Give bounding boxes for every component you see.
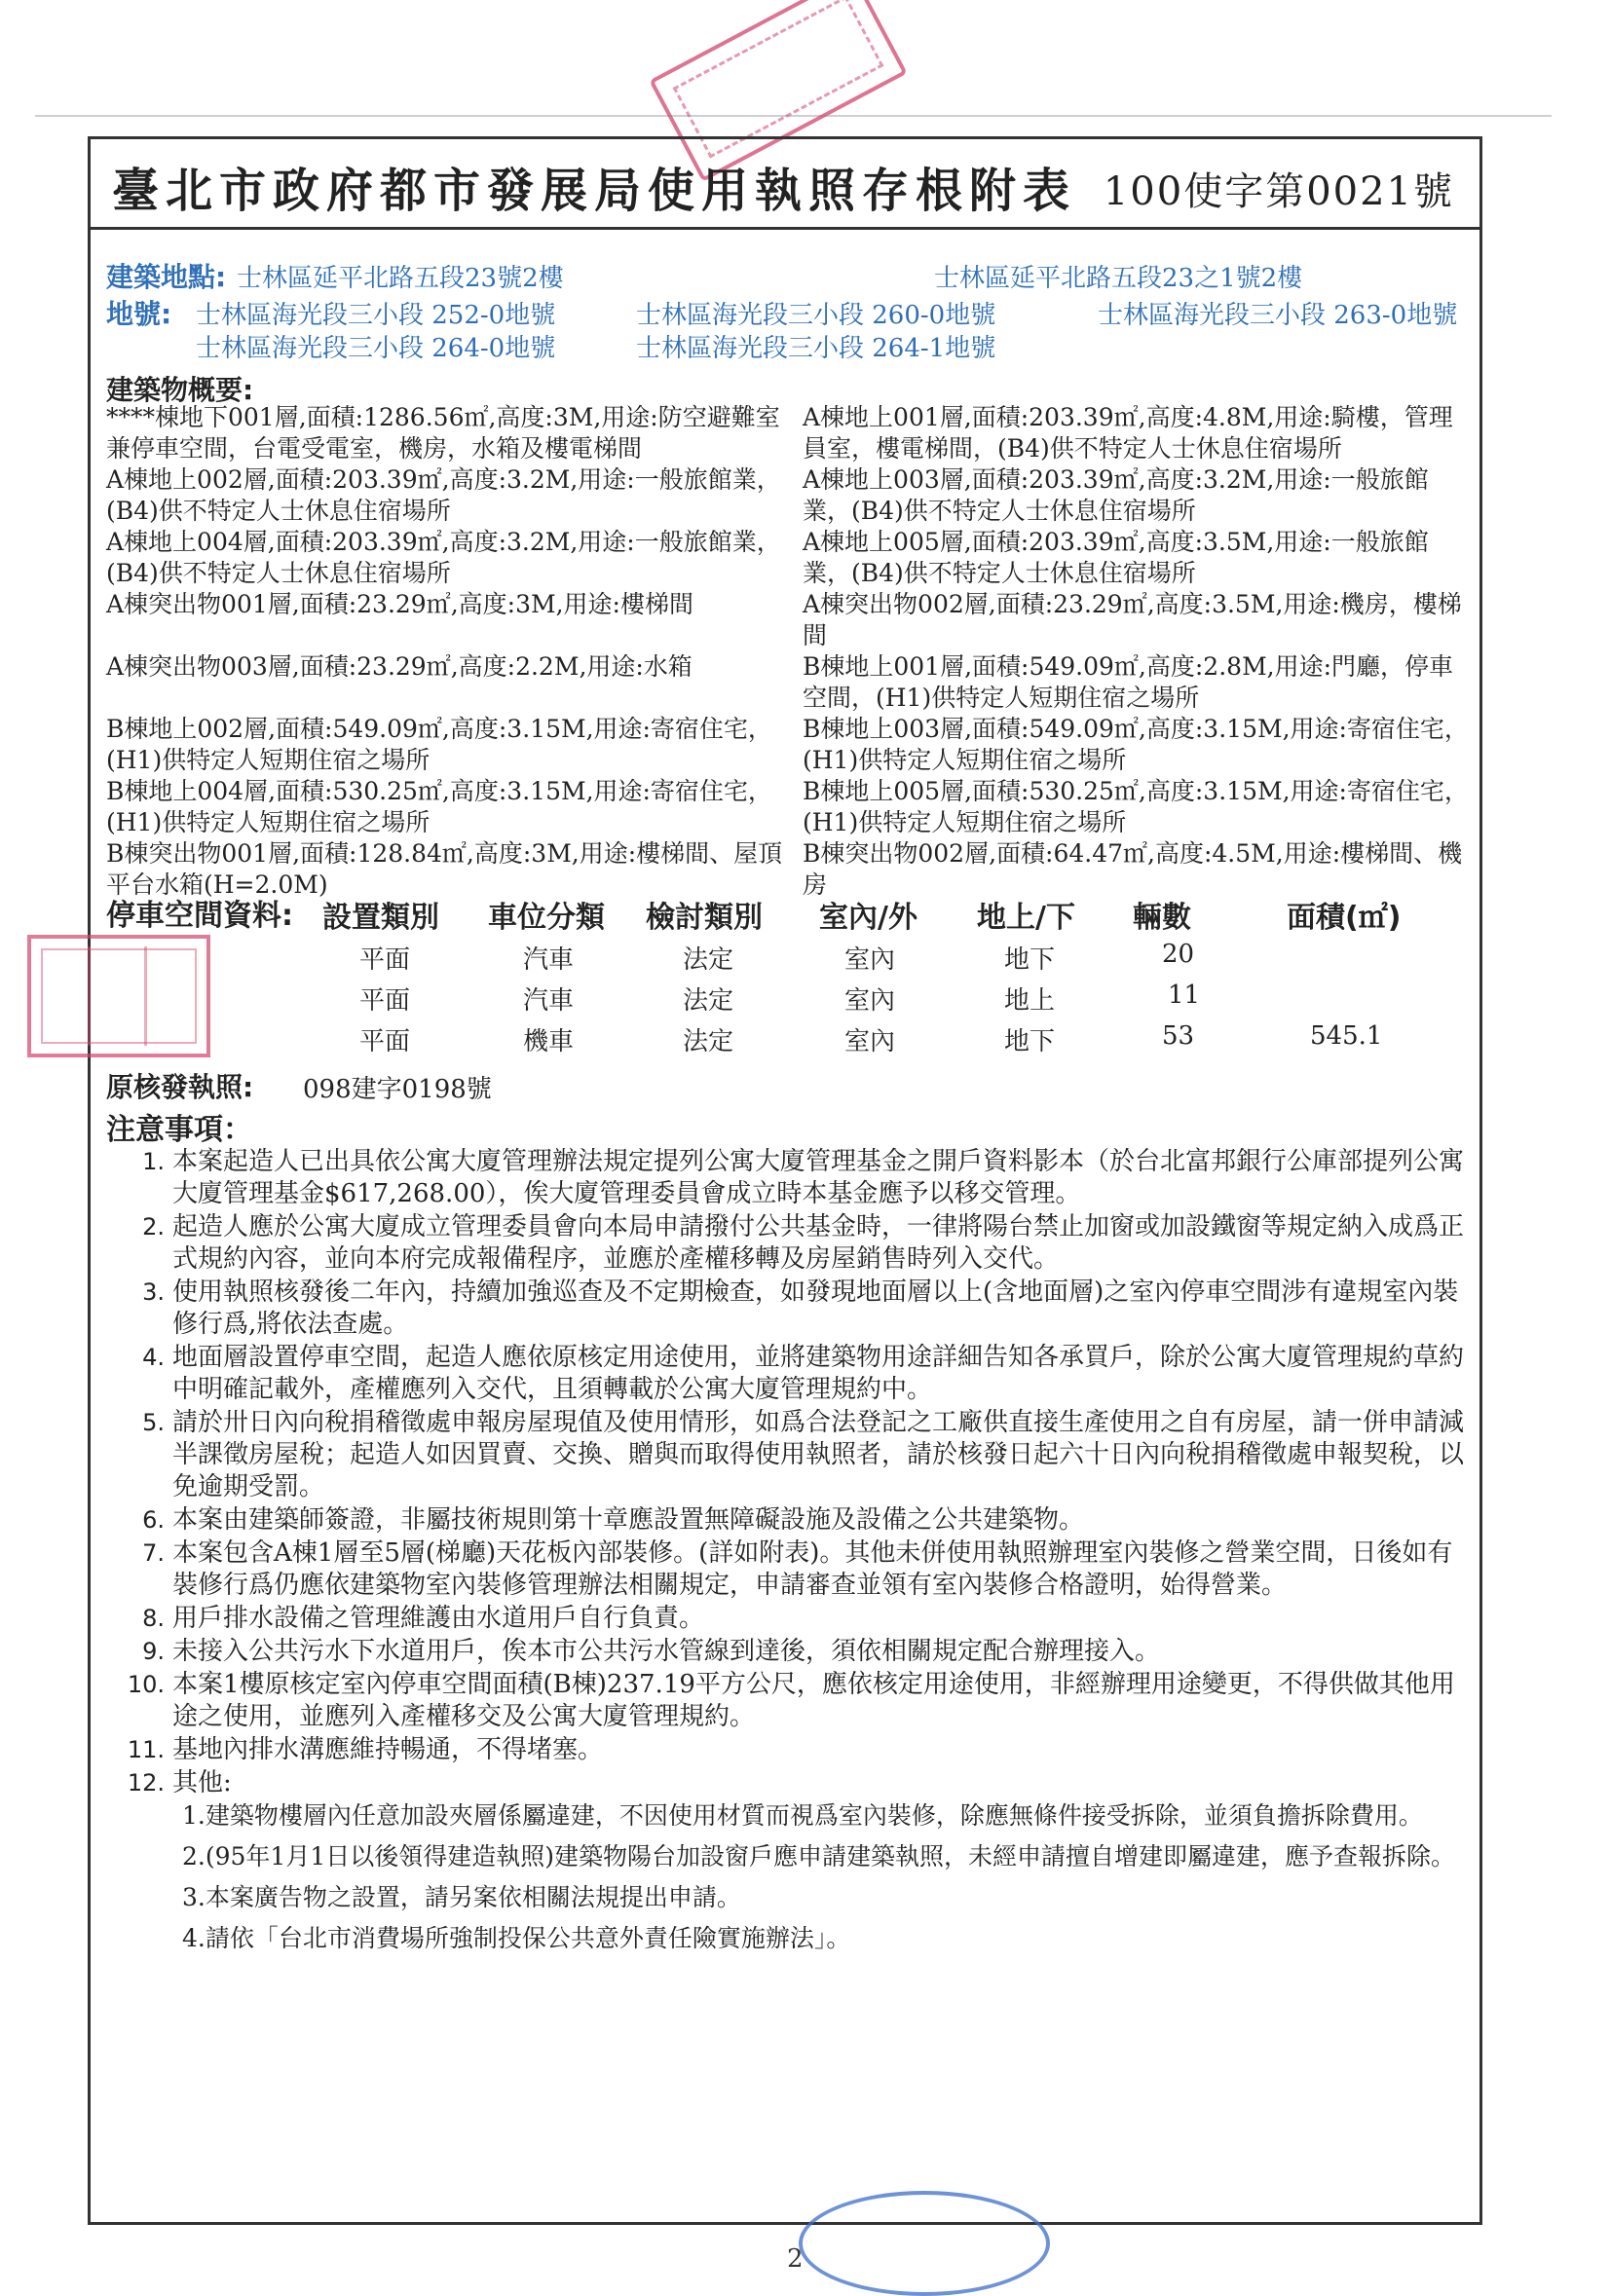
note-sub-item: 2.(95年1月1日以後領得建造執照)建築物陽台加設窗戶應申請建築執照，未經申請擅自增建即屬違建，應予查報拆除。 xyxy=(182,1842,1455,1870)
parking-header: 室內/外 xyxy=(819,901,917,935)
note-number: 7. xyxy=(142,1539,165,1567)
overview-item: A棟地上004層,面積:203.39㎡,高度:3.2M,用途:一般旅館業，(B4)供不特定人士休息住宿場所 xyxy=(106,528,781,587)
note-item xyxy=(110,1342,1474,1406)
lot-label: 地號: xyxy=(106,298,172,330)
parking-header: 輛數 xyxy=(1133,901,1191,935)
overview-item: B棟突出物002層,面積:64.47㎡,高度:4.5M,用途:樓梯間、機房 xyxy=(803,839,1463,899)
parking-cell: 室內 xyxy=(844,1027,896,1056)
lot-item: 士林區海光段三小段 252-0地號 xyxy=(196,301,556,330)
overview-item: A棟地上003層,面積:203.39㎡,高度:3.2M,用途:一般旅館業，(B4)供不特定人士休息住宿場所 xyxy=(803,465,1429,525)
location-address-1: 士林區延平北路五段23號2樓 xyxy=(237,264,564,293)
notes-list xyxy=(110,1146,1474,1964)
permit-number: 100使字第0021號 xyxy=(1103,169,1454,214)
note-item xyxy=(110,1636,1474,1668)
overview-item: B棟突出物001層,面積:128.84㎡,高度:3M,用途:樓梯間、屋頂平台水箱(H=2.0M) xyxy=(106,839,783,899)
parking-cell: 平面 xyxy=(359,986,411,1016)
overview-grid xyxy=(106,402,1479,901)
note-text: 本案由建築師簽證，非屬技術規則第十章應設置無障礙設施及設備之公共建築物。 xyxy=(172,1505,1085,1535)
parking-cell: 法定 xyxy=(683,986,734,1016)
parking-cell: 地下 xyxy=(1004,945,1056,975)
overview-item: A棟突出物002層,面積:23.29㎡,高度:3.5M,用途:機房，樓梯間 xyxy=(803,590,1462,649)
overview-item: A棟地上001層,面積:203.39㎡,高度:4.8M,用途:騎樓，管理員室，樓電梯間，(B4)供不特定人士休息住宿場所 xyxy=(803,403,1453,463)
parking-header: 地上/下 xyxy=(977,901,1075,935)
document-header xyxy=(91,139,1479,230)
note-text: 本案包含A棟1層至5層(梯廳)天花板內部裝修。(詳如附表)。其他未併使用執照辦理室內裝修之營業空間，日後如有裝修行爲仍應依建築物室內裝修管理辦法相關規定，申請審查並領有室內裝修合格證明，始得營業。 xyxy=(172,1538,1453,1600)
overview-label: 建築物概要: xyxy=(106,374,254,406)
parking-cell: 地下 xyxy=(1004,1027,1056,1056)
note-text: 本案1樓原核定室內停車空間面積(B棟)237.19平方公尺，應依核定用途使用，非經辦理用途變更，不得供做其他用途之使用，並應列入產權移交及公寓大廈管理規約。 xyxy=(172,1670,1455,1731)
note-text: 起造人應於公寓大廈成立管理委員會向本局申請撥付公共基金時，一律將陽台禁止加窗或加設鐵窗等規定納入成爲正式規約內容，並向本府完成報備程序，並應於產權移轉及房屋銷售時列入交代。 xyxy=(172,1212,1465,1274)
lot-item: 士林區海光段三小段 264-1地號 xyxy=(636,334,996,363)
parking-cell: 53 xyxy=(1162,1021,1195,1051)
parking-label: 停車空間資料: xyxy=(106,899,293,933)
parking-cell: 汽車 xyxy=(523,945,575,975)
note-item xyxy=(110,1669,1474,1733)
note-number: 6. xyxy=(142,1506,165,1534)
original-permit-value: 098建字0198號 xyxy=(303,1075,492,1104)
parking-cell: 545.1 xyxy=(1310,1021,1383,1051)
note-text: 未接入公共污水下水道用戶，俟本市公共污水管線到達後，須依相關規定配合辦理接入。 xyxy=(172,1637,1161,1666)
note-number: 5. xyxy=(142,1409,165,1436)
note-text: 請於卅日內向稅捐稽徵處申報房屋現值及使用情形，如爲合法登記之工廠供直接生產使用之自有房屋，請一併申請減半課徵房屋稅；起造人如因買賣、交換、贈與而取得使用執照者，請於核發日起六十日內向稅捐稽徵處申報契稅，以免逾期受罰。 xyxy=(172,1408,1465,1501)
parking-cell: 20 xyxy=(1162,940,1195,969)
parking-cell: 平面 xyxy=(359,945,411,975)
note-item xyxy=(110,1504,1474,1537)
overview-item: A棟突出物003層,面積:23.29㎡,高度:2.2M,用途:水箱 xyxy=(106,652,693,681)
parking-cell: 法定 xyxy=(683,1027,734,1056)
note-sub-item: 1.建築物樓層內任意加設夾層係屬違建，不因使用材質而視爲室內裝修，除應無條件接受拆除，並須負擔拆除費用。 xyxy=(182,1801,1423,1830)
note-item xyxy=(110,1211,1474,1276)
note-number: 3. xyxy=(142,1278,165,1306)
note-item xyxy=(110,1407,1474,1503)
official-seal-stamp-left xyxy=(27,935,210,1057)
parking-header: 設置類別 xyxy=(322,901,439,935)
note-number: 8. xyxy=(142,1605,165,1632)
note-number: 11. xyxy=(127,1736,165,1763)
note-number: 12. xyxy=(127,1769,165,1796)
note-text: 本案起造人已出具依公寓大廈管理辦法規定提列公寓大廈管理基金之開戶資料影本（於台北富邦銀行公庫部提列公寓大廈管理基金$617,268.00），俟大廈管理委員會成立時本基金應予以移交管理。 xyxy=(172,1147,1465,1208)
overview-item: A棟地上002層,面積:203.39㎡,高度:3.2M,用途:一般旅館業，(B4)供不特定人士休息住宿場所 xyxy=(106,465,781,525)
parking-header: 檢討類別 xyxy=(646,901,763,935)
note-number: 1. xyxy=(142,1148,165,1175)
note-sub-item: 4.請依「台北市消費場所強制投保公共意外責任險實施辦法」。 xyxy=(182,1924,851,1952)
parking-header: 面積(㎡) xyxy=(1287,901,1402,935)
notes-label: 注意事項： xyxy=(106,1113,252,1147)
note-item xyxy=(110,1537,1474,1602)
document-frame xyxy=(88,136,1482,2225)
note-number: 4. xyxy=(142,1344,165,1371)
location-address-2: 士林區延平北路五段23之1號2樓 xyxy=(934,264,1303,293)
note-number: 9. xyxy=(142,1638,165,1665)
parking-cell: 機車 xyxy=(523,1027,575,1056)
note-item xyxy=(110,1146,1474,1210)
overview-item: B棟地上005層,面積:530.25㎡,高度:3.15M,用途:寄宿住宅，(H1)供特定人短期住宿之場所 xyxy=(803,777,1469,836)
note-item xyxy=(110,1767,1474,1799)
note-text: 地面層設置停車空間，起造人應依原核定用途使用，並將建築物用途詳細告知各承買戶，除於公寓大廈管理規約草約中明確記載外，產權應列入交代，且須轉載於公寓大廈管理規約中。 xyxy=(172,1343,1465,1404)
note-number: 10. xyxy=(127,1671,165,1698)
overview-item: A棟突出物001層,面積:23.29㎡,高度:3M,用途:樓梯間 xyxy=(106,590,693,618)
original-permit-label: 原核發執照: xyxy=(106,1071,254,1103)
parking-cell: 地上 xyxy=(1004,986,1056,1016)
note-text: 使用執照核發後二年內，持續加強巡查及不定期檢查，如發現地面層以上(含地面層)之室內停車空間涉有違規室內裝修行爲,將依法查處。 xyxy=(172,1278,1459,1339)
overview-item: A棟地上005層,面積:203.39㎡,高度:3.5M,用途:一般旅館業，(B4)供不特定人士休息住宿場所 xyxy=(803,528,1429,587)
note-number: 2. xyxy=(142,1213,165,1241)
note-sub-item: 3.本案廣告物之設置，請另案依相關法規提出申請。 xyxy=(182,1883,741,1911)
lot-item: 士林區海光段三小段 263-0地號 xyxy=(1098,301,1458,330)
overview-item: B棟地上003層,面積:549.09㎡,高度:3.15M,用途:寄宿住宅，(H1)供特定人短期住宿之場所 xyxy=(803,715,1469,774)
note-item xyxy=(110,1734,1474,1766)
parking-header: 車位分類 xyxy=(488,901,605,935)
parking-cell: 法定 xyxy=(683,945,734,975)
parking-cell: 室內 xyxy=(844,945,896,975)
overview-item: B棟地上002層,面積:549.09㎡,高度:3.15M,用途:寄宿住宅，(H1)供特定人短期住宿之場所 xyxy=(106,715,772,774)
note-text: 其他: xyxy=(172,1768,232,1797)
overview-item: ****棟地下001層,面積:1286.56㎡,高度:3M,用途:防空避難室兼停車空間，台電受電室，機房，水箱及樓電梯間 xyxy=(106,403,780,463)
parking-cell: 11 xyxy=(1168,981,1201,1010)
lot-item: 士林區海光段三小段 264-0地號 xyxy=(196,334,556,363)
parking-cell: 汽車 xyxy=(523,986,575,1016)
note-item xyxy=(110,1603,1474,1635)
overview-item: B棟地上004層,面積:530.25㎡,高度:3.15M,用途:寄宿住宅，(H1)供特定人短期住宿之場所 xyxy=(106,777,772,836)
parking-cell: 室內 xyxy=(844,986,896,1016)
document-title: 臺北市政府都市發展局使用執照存根附表 xyxy=(112,164,1077,218)
note-text: 用戶排水設備之管理維護由水道用戶自行負責。 xyxy=(172,1604,705,1633)
overview-item: B棟地上001層,面積:549.09㎡,高度:2.8M,用途:門廳，停車空間，(H1)供特定人短期住宿之場所 xyxy=(803,652,1454,712)
lot-item: 士林區海光段三小段 260-0地號 xyxy=(636,301,996,330)
page-number: 2 xyxy=(787,2244,804,2274)
note-text: 基地內排水溝應維持暢通，不得堵塞。 xyxy=(172,1735,604,1764)
location-label: 建築地點: xyxy=(106,261,227,293)
official-seal-stamp-bottom xyxy=(799,2191,1050,2296)
parking-cell: 平面 xyxy=(359,1027,411,1056)
note-item xyxy=(110,1277,1474,1341)
